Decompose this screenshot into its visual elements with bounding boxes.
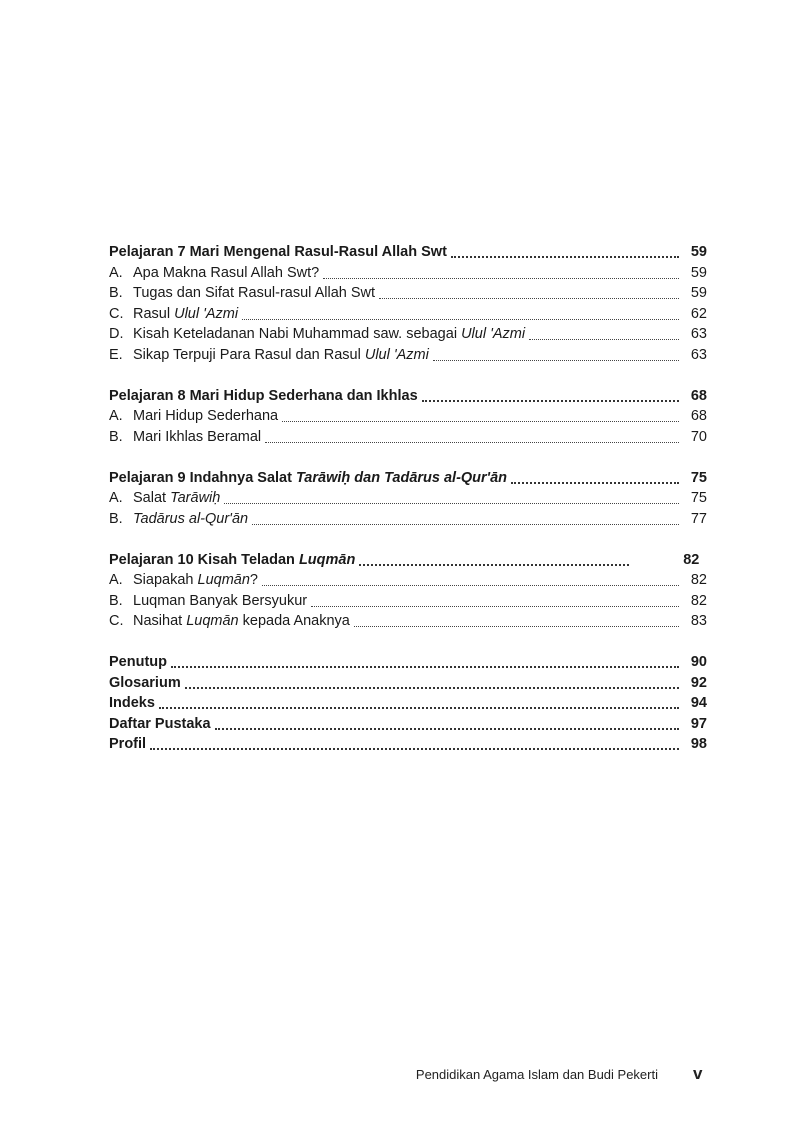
toc-heading-pelajaran-7[interactable]	[109, 242, 707, 263]
dot-leader	[171, 655, 679, 669]
toc-entry-letter: B.	[109, 285, 123, 301]
dot-leader	[311, 594, 679, 608]
toc-heading-title: Pelajaran 9 Indahnya Salat Tarāwiḥ dan Tadārus al-Qur'ān	[109, 469, 508, 486]
toc-entry-title: Sikap Terpuji Para Rasul dan Rasul Ulul 'Azmi	[133, 346, 429, 363]
toc-entry[interactable]	[109, 324, 707, 345]
toc-heading-title: Glosarium	[109, 674, 181, 691]
toc-page-number: 94	[690, 695, 707, 711]
toc-page-number: 82	[690, 572, 707, 588]
toc-entry-title: Tugas dan Sifat Rasul-rasul Allah Swt	[133, 285, 376, 301]
toc-entry-letter: D.	[109, 326, 124, 342]
toc-page-number: 75	[690, 490, 707, 506]
page-footer	[0, 1064, 800, 1088]
toc-entry-letter: A.	[109, 264, 123, 281]
toc-entry[interactable]	[109, 406, 707, 427]
dot-leader	[150, 737, 679, 751]
toc-page-number: 59	[690, 264, 707, 281]
toc-entry-title: Nasihat Luqmān kepada Anaknya	[133, 613, 350, 629]
toc-entry-letter: C.	[109, 305, 124, 322]
dot-leader	[252, 512, 679, 526]
toc-entry-letter: A.	[109, 408, 123, 424]
dot-leader	[451, 245, 679, 259]
toc-entry[interactable]	[109, 488, 707, 509]
toc-heading-pelajaran-10[interactable]	[109, 550, 707, 571]
toc-entry-letter: C.	[109, 613, 124, 629]
toc-page-number: 70	[690, 428, 707, 445]
toc-heading-title: Pelajaran 10 Kisah Teladan Luqmān	[109, 551, 356, 568]
toc-entry[interactable]	[109, 570, 707, 591]
dot-leader	[265, 430, 679, 444]
section-gap	[109, 365, 707, 386]
toc-entry-title: Kisah Keteladanan Nabi Muhammad saw. sebagai Ulul 'Azmi	[133, 326, 526, 342]
toc-page-number: 92	[690, 674, 707, 691]
toc-page-number: 82	[683, 551, 700, 568]
toc-page-number: 77	[690, 510, 707, 527]
section-gap	[109, 632, 707, 653]
toc-page-number: 59	[690, 244, 707, 260]
toc-entry-title: Salat Tarāwiḥ	[133, 490, 221, 506]
toc-end-glosarium[interactable]	[109, 673, 707, 694]
toc-page-number: 90	[690, 654, 707, 670]
toc-entry[interactable]	[109, 304, 707, 325]
toc-end-profil[interactable]	[109, 734, 707, 755]
toc-entry-title: Tadārus al-Qur'ān	[133, 510, 249, 527]
toc-entry-letter: A.	[109, 572, 123, 588]
toc-page-number: 83	[690, 613, 707, 629]
toc-page-number: 62	[690, 305, 707, 322]
toc-entry[interactable]	[109, 427, 707, 448]
toc-entry-title: Mari Ikhlas Beramal	[133, 428, 262, 445]
toc-entry-letter: B.	[109, 428, 123, 445]
dot-leader	[262, 573, 679, 587]
toc-heading-title: Profil	[109, 736, 147, 752]
section-gap	[109, 529, 707, 550]
toc-entry[interactable]	[109, 611, 707, 632]
toc-heading-pelajaran-8[interactable]	[109, 386, 707, 407]
toc-entry-letter: B.	[109, 592, 123, 609]
dot-leader	[511, 471, 679, 485]
toc-entry-letter: E.	[109, 346, 123, 363]
toc-end-indeks[interactable]	[109, 693, 707, 714]
toc-entry-title: Siapakah Luqmān?	[133, 572, 258, 588]
dot-leader	[433, 348, 679, 362]
toc-entry-title: Mari Hidup Sederhana	[133, 408, 279, 424]
toc-heading-title: Pelajaran 8 Mari Hidup Sederhana dan Ikhlas	[109, 387, 418, 404]
toc-page-number: 59	[690, 285, 707, 301]
toc-page-number: 97	[690, 715, 707, 732]
dot-leader	[159, 696, 679, 710]
table-of-contents	[109, 242, 707, 755]
dot-leader	[282, 409, 679, 423]
toc-entry[interactable]	[109, 509, 707, 530]
toc-entry[interactable]	[109, 283, 707, 304]
toc-end-daftar-pustaka[interactable]	[109, 714, 707, 735]
toc-entry-title: Luqman Banyak Bersyukur	[133, 592, 308, 609]
dot-leader	[529, 327, 679, 341]
dot-leader	[242, 307, 679, 321]
dot-leader	[379, 286, 679, 300]
dot-leader	[185, 676, 679, 690]
toc-page-number: 75	[690, 469, 707, 486]
toc-heading-title: Pelajaran 7 Mari Mengenal Rasul-Rasul Allah Swt	[109, 244, 447, 260]
dot-leader	[323, 266, 679, 280]
toc-page-number: 98	[690, 736, 707, 752]
toc-page-number: 68	[690, 408, 707, 424]
toc-entry[interactable]	[109, 345, 707, 366]
section-gap	[109, 447, 707, 468]
toc-page-number: 68	[690, 387, 707, 404]
toc-entry[interactable]	[109, 263, 707, 284]
toc-entry-letter: B.	[109, 510, 123, 527]
toc-heading-pelajaran-9[interactable]	[109, 468, 707, 489]
footer-page-number: v	[693, 1064, 703, 1083]
toc-heading-title: Indeks	[109, 695, 155, 711]
toc-heading-title: Daftar Pustaka	[109, 715, 211, 732]
dot-leader	[215, 717, 679, 731]
footer-book-title: Pendidikan Agama Islam dan Budi Pekerti	[415, 1067, 658, 1082]
dot-leader	[359, 553, 629, 567]
toc-entry-letter: A.	[109, 490, 123, 506]
toc-entry-title: Apa Makna Rasul Allah Swt?	[133, 264, 320, 281]
dot-leader	[354, 614, 679, 628]
toc-end-penutup[interactable]	[109, 652, 707, 673]
toc-page-number: 63	[690, 346, 707, 363]
dot-leader	[224, 491, 679, 505]
toc-heading-title: Penutup	[109, 654, 167, 670]
toc-entry[interactable]	[109, 591, 707, 612]
toc-page-number: 63	[690, 326, 707, 342]
dot-leader	[422, 389, 679, 403]
toc-entry-title: Rasul Ulul 'Azmi	[133, 305, 239, 322]
toc-page-number: 82	[690, 592, 707, 609]
